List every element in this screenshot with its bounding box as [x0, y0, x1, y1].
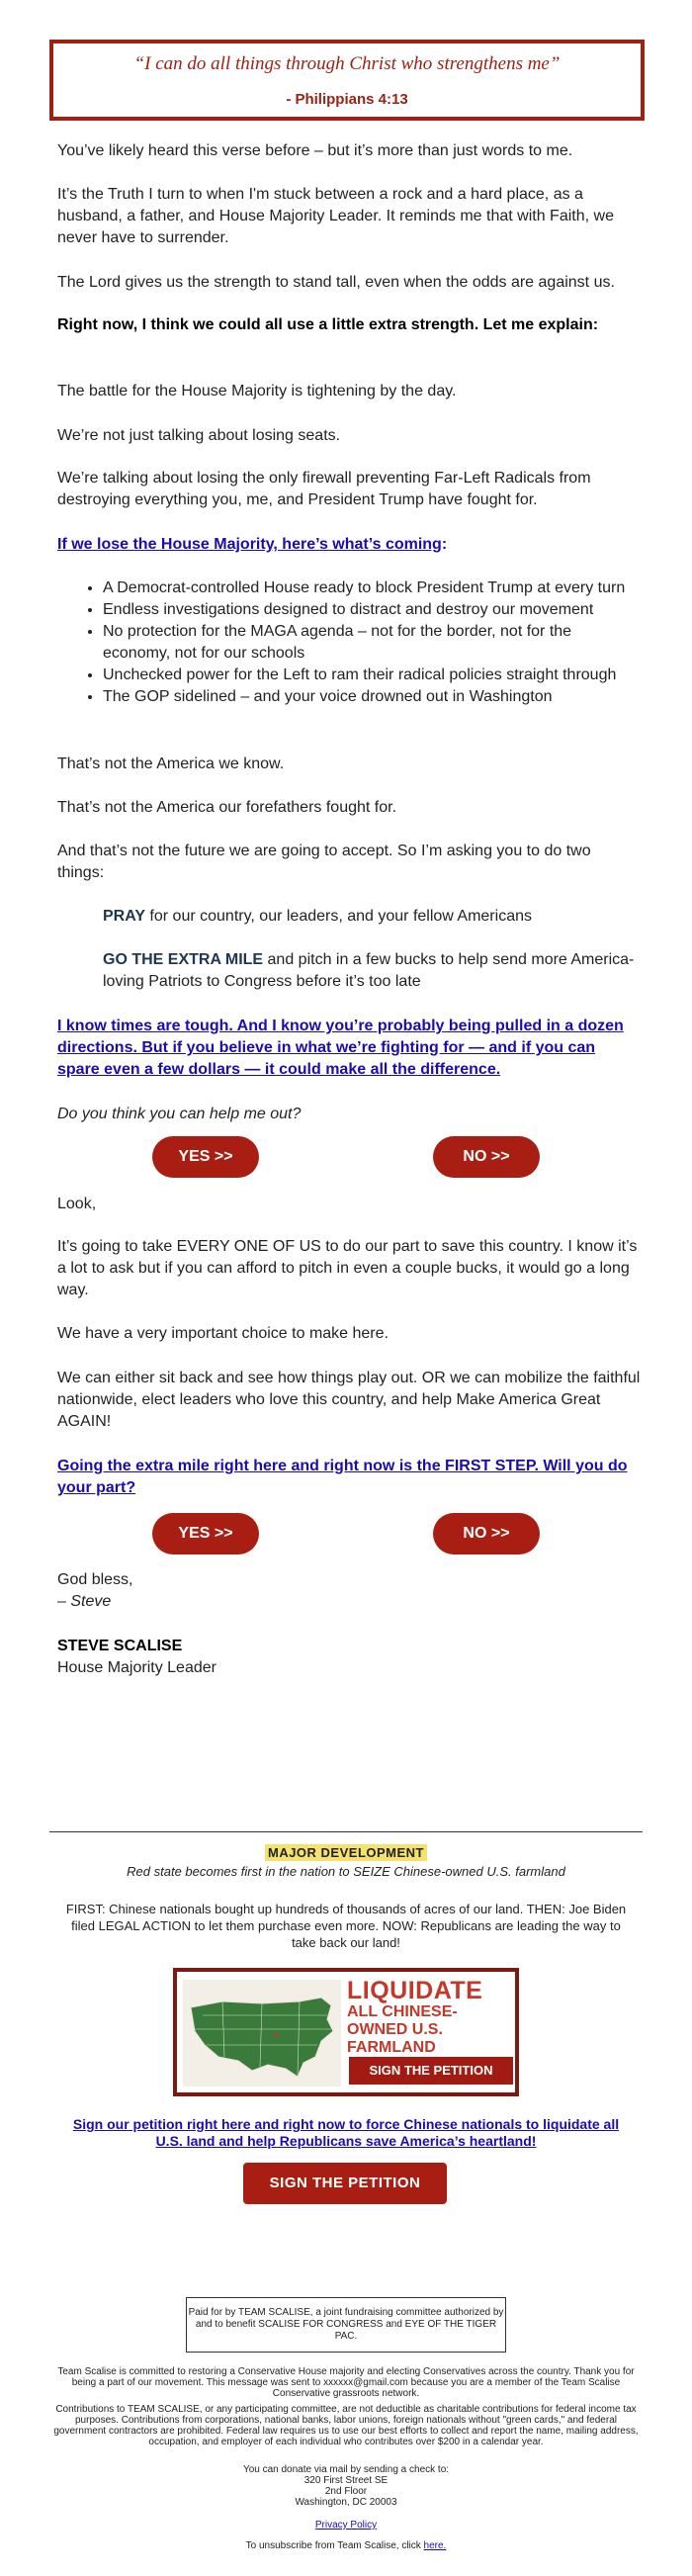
quote-box — [49, 40, 645, 121]
list-item: • No protection for the MAGA agenda – not for the border, not for the economy, not for our schools — [103, 621, 641, 665]
yes-button[interactable]: YES >> — [152, 1136, 259, 1178]
badge-text: MAJOR DEVELOPMENT — [265, 1844, 427, 1861]
extra-mile-text: and pitch in a few bucks to help send more America-loving Patriots to Congress before it’s too late — [103, 951, 635, 990]
promo-subhead: Red state becomes first in the nation to SEIZE Chinese-owned U.S. farmland — [127, 1864, 565, 1879]
major-development-badge — [0, 1845, 692, 1860]
privacy-line — [49, 2520, 643, 2531]
extra-mile-keyword: GO THE EXTRA MILE — [103, 951, 264, 968]
banner-title: LIQUIDATE — [347, 1977, 483, 2004]
unsubscribe-text: To unsubscribe from Team Scalise, click — [245, 2540, 424, 2551]
paragraph-11: It’s going to take EVERY ONE OF US to do our part to save this country. I know it’s a lot to ask but if you can afford to pitch in even a couple bucks, it would go a long way. — [57, 1238, 638, 1298]
paid-for-box: Paid for by TEAM SCALISE, a joint fundraising committee authorized by and to benefit SCALISE FOR CONGRESS and EYE OF THE TIGER PAC. — [186, 2297, 506, 2353]
paragraph-6: We’re not just talking about losing seats. — [57, 427, 341, 444]
footer-committed: Team Scalise is committed to restoring a Conservative House majority and electing Conservatives across the country. Thank you for being a part of our movement. This message was sent to xxxxxx@gmail.com because you are a member of the Team Scalise Conservative grassroots network. — [57, 2366, 635, 2399]
signer-title: House Majority Leader — [57, 1659, 216, 1676]
list-item: • Endless investigations designed to distract and destroy our movement — [103, 599, 641, 621]
tough-times-line — [57, 1016, 641, 1081]
privacy-policy-link[interactable]: Privacy Policy — [314, 2520, 378, 2531]
extra-mile-item — [103, 949, 637, 993]
promo-text: FIRST: Chinese nationals bought up hundreds of thousands of acres of our land. THEN: Joe Biden filed LEGAL ACTION to let them purchase even more. NOW: Republicans are leading the way to take back our land! — [65, 1902, 627, 1950]
paragraph-3: The Lord gives us the strength to stand tall, even when the odds are against us. — [57, 274, 615, 291]
coming-line — [57, 534, 641, 556]
paragraph-8: That’s not the America we know. — [57, 755, 285, 772]
paragraph-2: It’s the Truth I turn to when I'm stuck between a rock and a hard place, as a husband, a father, and House Majority Leader. It reminds me that with Faith, we never have to surrender. — [57, 186, 614, 246]
first-step-link[interactable]: Going the extra mile right here and right now is the FIRST STEP. Will you do your part? — [57, 1458, 628, 1496]
list-item: • The GOP sidelined – and your voice drowned out in Washington — [103, 686, 641, 708]
address-line-1: 320 First Street SE — [303, 2475, 389, 2486]
first-step-line — [57, 1456, 641, 1499]
coming-colon: : — [441, 536, 448, 553]
paragraph-4-bold: Right now, I think we could all use a little extra strength. Let me explain: — [57, 316, 599, 333]
banner-sign-button[interactable]: SIGN THE PETITION — [349, 2057, 513, 2085]
look-line: Look, — [57, 1196, 97, 1212]
pray-text: for our country, our leaders, and your fellow Americans — [144, 908, 532, 925]
paragraph-1: You’ve likely heard this verse before – but it’s more than just words to me. — [57, 142, 573, 159]
paragraph-5: The battle for the House Majority is tightening by the day. — [57, 383, 457, 400]
quote-reference: - Philippians 4:13 — [286, 91, 408, 108]
no-button-2[interactable]: NO >> — [433, 1513, 540, 1554]
quote-text: “I can do all things through Christ who strengthens me” — [133, 53, 561, 74]
pray-keyword: PRAY — [103, 908, 145, 925]
sign-petition-button[interactable]: SIGN THE PETITION — [243, 2163, 447, 2204]
banner-subtitle: ALL CHINESE-OWNED U.S. FARMLAND — [347, 2003, 458, 2056]
petition-link[interactable]: Sign our petition right here and right now to force Chinese nationals to liquidate all U.S. land and help Republicans save America’s heartland! — [72, 2116, 620, 2149]
unsubscribe-link[interactable]: here. — [423, 2540, 447, 2551]
list-item: • A Democrat-controlled House ready to block President Trump at every turn — [103, 577, 641, 599]
paragraph-12: We have a very important choice to make here. — [57, 1325, 389, 1342]
us-map-icon — [183, 1980, 341, 2087]
consequences-list — [57, 577, 641, 708]
paragraph-10: And that’s not the future we are going to accept. So I’m asking you to do two things: — [57, 843, 591, 881]
address-line-3: Washington, DC 20003 — [295, 2497, 397, 2508]
pray-item — [103, 906, 637, 928]
no-button[interactable]: NO >> — [433, 1136, 540, 1178]
petition-banner-image[interactable] — [173, 1968, 519, 2096]
closing: God bless, — [57, 1571, 133, 1588]
coming-link[interactable]: If we lose the House Majority, here’s what’s coming — [57, 536, 442, 553]
signature: – Steve — [57, 1593, 112, 1610]
signer-name: STEVE SCALISE — [57, 1638, 183, 1654]
footer-contributions: Contributions to TEAM SCALISE, or any participating committee, are not deductible as charitable contributions for federal income tax purposes. Contributions from corporations, national banks, labor unions, foreign nationals without "green cards," and federal government contractors are prohibited. Federal law requires us to use our best efforts to collect and report the name, mailing address, occupation, and employer of each individual who contributes over $200 in a calendar year. — [53, 2404, 639, 2447]
address-line-2: 2nd Floor — [324, 2486, 368, 2497]
paragraph-13: We can either sit back and see how things play out. OR we can mobilize the faithful nationwide, elect leaders who love this country, and help Make America Great AGAIN! — [57, 1370, 641, 1430]
tough-times-link[interactable]: I know times are tough. And I know you’re probably being pulled in a dozen directions. But if you believe in what we’re fighting for — and if you can spare even a few dollars — it could make all the difference. — [57, 1018, 624, 1078]
help-question: Do you think you can help me out? — [57, 1106, 302, 1122]
paragraph-9: That’s not the America our forefathers fought for. — [57, 799, 397, 816]
list-item: • Unchecked power for the Left to ram their radical policies straight through — [103, 665, 641, 686]
divider — [49, 1831, 643, 1832]
mail-intro: You can donate via mail by sending a check to: — [242, 2464, 450, 2475]
unsubscribe-line — [49, 2540, 643, 2551]
yes-button-2[interactable]: YES >> — [152, 1513, 259, 1554]
paragraph-7: We’re talking about losing the only firewall preventing Far-Left Radicals from destroying everything you, me, and President Trump have fought for. — [57, 470, 591, 508]
